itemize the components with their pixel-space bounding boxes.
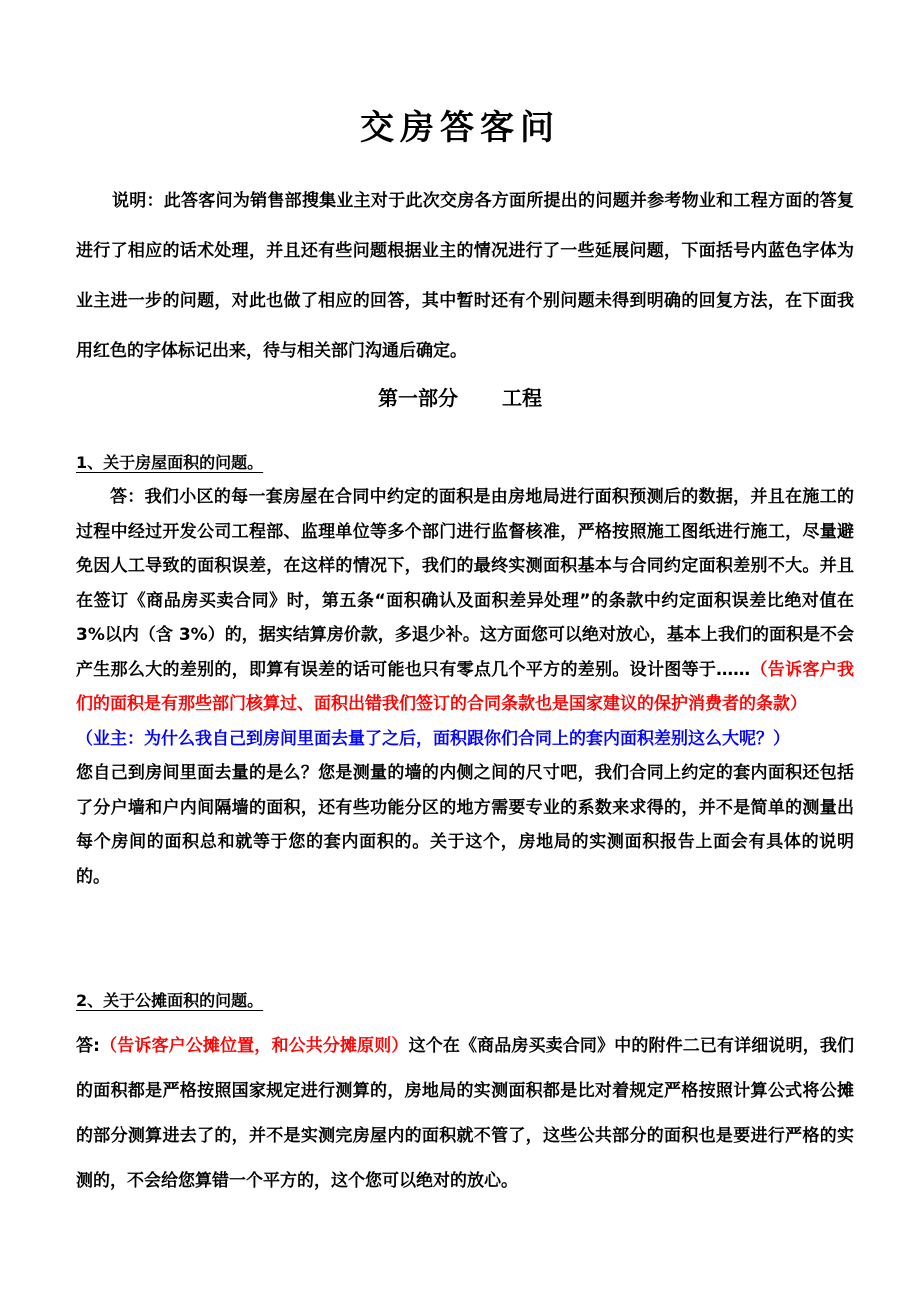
answer-1-red-note: （告诉客户我们的面积是有那些部门核算过、面积出错我们签订的合同条款也是国家建议的保护消费者的条款） — [76, 659, 855, 714]
answer-2-red-note: （告诉客户公摊位置，和公共分摊原则） — [99, 1036, 409, 1056]
owner-followup-answer: 您自己到房间里面去量的是么？您是测量的墙的内侧之间的尺寸吧，我们合同上约定的套内面积还包括了分户墙和户内间隔墙的面积，还有些功能分区的地方需要专业的系数来求得的，并不是简单的测量出每个房间的面积总和就等于您的套内面积的。关于这个，房地局的实测面积报告上面会有具体的说明的。 — [76, 763, 854, 887]
question-2-heading: 2、关于公摊面积的问题。 — [76, 991, 264, 1010]
section-name-label: 工程 — [502, 386, 542, 410]
answer-1-text: 答：我们小区的每一套房屋在合同中约定的面积是由房地局进行面积预测后的数据，并且在施工的过程中经过开发公司工程部、监理单位等多个部门进行监督核准，严格按照施工图纸进行施工，尽量避免因人工导致的面积误差，在这样的情况下，我们的最终实测面积基本与合同约定面积差别不大。并且在签订《商品房买卖合同》时，第五条“面积确认及面积差异处理”的条款中约定面积误差比绝对值在 3%以内（含 3%）的，据实结算房价款，多退少补。这方面您可以绝对放心，基本上我们的面积是不会产生那么大的差别的，即算有误差的话可能也只有零点几个平方的差别。设计图等于…… — [76, 487, 854, 680]
section-heading — [0, 382, 920, 411]
question-2-answer — [76, 1024, 854, 1204]
owner-followup-question: （业主：为什么我自己到房间里面去量了之后，面积跟你们合同上的套内面积差别这么大呢？） — [76, 728, 790, 749]
question-1-heading: 1、关于房屋面积的问题。 — [76, 453, 264, 472]
document-title: 交房答客问 — [360, 108, 560, 148]
answer-2-text: 这个在《商品房买卖合同》中的附件二已有详细说明，我们的面积都是严格按照国家规定进行测算的，房地局的实测面积都是比对着规定严格按照计算公式将公摊的部分测算进去了的，并不是实测完房屋内的面积就不管了，这些公共部分的面积也是要进行严格的实测的，不会给您算错一个平方的，这个您可以绝对的放心。 — [76, 1036, 854, 1191]
section-part-label: 第一部分 — [378, 386, 458, 410]
answer-2-label: 答: — [76, 1036, 100, 1056]
intro-paragraph: 说明：此答客问为销售部搜集业主对于此次交房各方面所提出的问题并参考物业和工程方面的答复进行了相应的话术处理，并且还有些问题根据业主的情况进行了一些延展问题，下面括号内蓝色字体为业主进一步的问题，对此也做了相应的回答，其中暂时还有个别问题未得到明确的回复方法，在下面我用红色的字体标记出来，待与相关部门沟通后确定。 — [76, 191, 854, 361]
question-1-answer — [76, 480, 854, 894]
